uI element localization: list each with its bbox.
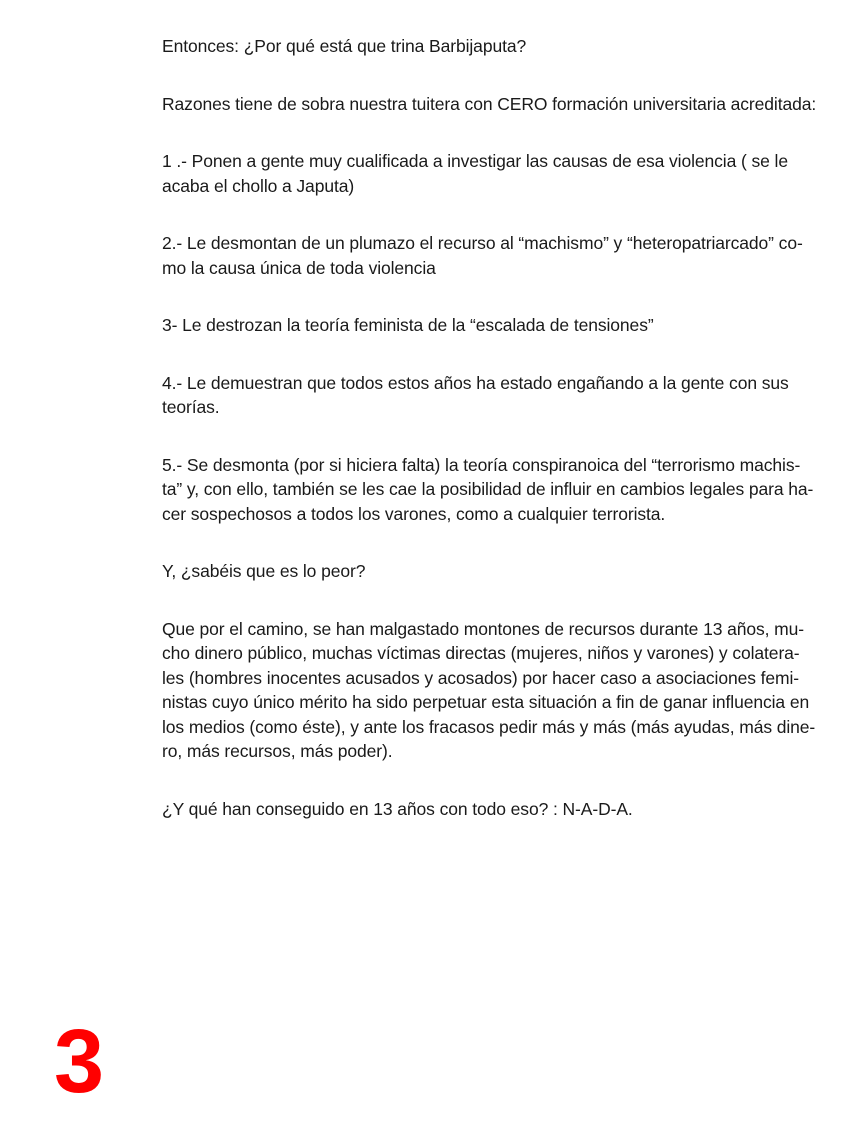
text-line: 1 .- Ponen a gente muy cualificada a investigar las causas de esa violencia ( se le [162,151,788,171]
text-line: nistas cuyo único mérito ha sido perpetuar esta situación a fin de ganar influencia en [162,692,810,712]
text-line: ro, más recursos, más poder). [162,741,393,761]
text-line: mo la causa única de toda violencia [162,257,436,278]
text-line: 5.- Se desmonta (por si hiciera falta) la teoría conspiranoica del “terrorismo machis- [162,454,801,475]
text-line: acaba el chollo a Japuta) [162,175,355,196]
paragraph-point-1 [162,149,826,198]
paragraph-intro-question [162,34,826,59]
text-line: 3- Le destrozan la teoría feminista de la “escalada de tensiones” [162,315,654,335]
text-line: Entonces: ¿Por qué está que trina Barbijaputa? [162,36,527,56]
text-line: Y, ¿sabéis que es lo peor? [162,561,366,581]
paragraph-point-4 [162,371,826,420]
page-number: 3 [54,1012,105,1112]
text-line: ta” y, con ello, también se les cae la posibilidad de influir en cambios legales para ha- [162,479,814,499]
paragraph-resources-wasted [162,617,826,764]
text-line: Razones tiene de sobra nuestra tuitera con CERO formación universitaria acreditada: [162,93,817,114]
text-line: Que por el camino, se han malgastado montones de recursos durante 13 años, mu- [162,618,805,639]
paragraph-reasons-intro [162,92,826,117]
text-line: cho dinero público, muchas víctimas directas (mujeres, niños y varones) y colatera- [162,643,800,663]
paragraph-point-2 [162,231,826,280]
text-line: 2.- Le desmontan de un plumazo el recurso al “machismo” y “heteropatriarcado” co- [162,233,803,253]
paragraph-conclusion [162,797,826,822]
text-line: cer sospechosos a todos los varones, como a cualquier terrorista. [162,503,666,524]
paragraph-point-3 [162,313,826,338]
text-line: 4.- Le demuestran que todos estos años ha estado engañando a la gente con sus [162,372,789,393]
text-line: ¿Y qué han conseguido en 13 años con todo eso? : N-A-D-A. [162,798,633,819]
text-line: les (hombres inocentes acusados y acosados) por hacer caso a asociaciones femi- [162,667,800,688]
text-line: los medios (como éste), y ante los fracasos pedir más y más (más ayudas, más dine- [162,716,816,737]
paragraph-worst-question [162,559,826,584]
text-line: teorías. [162,397,220,417]
paragraph-point-5 [162,453,826,527]
document-body [162,34,826,854]
